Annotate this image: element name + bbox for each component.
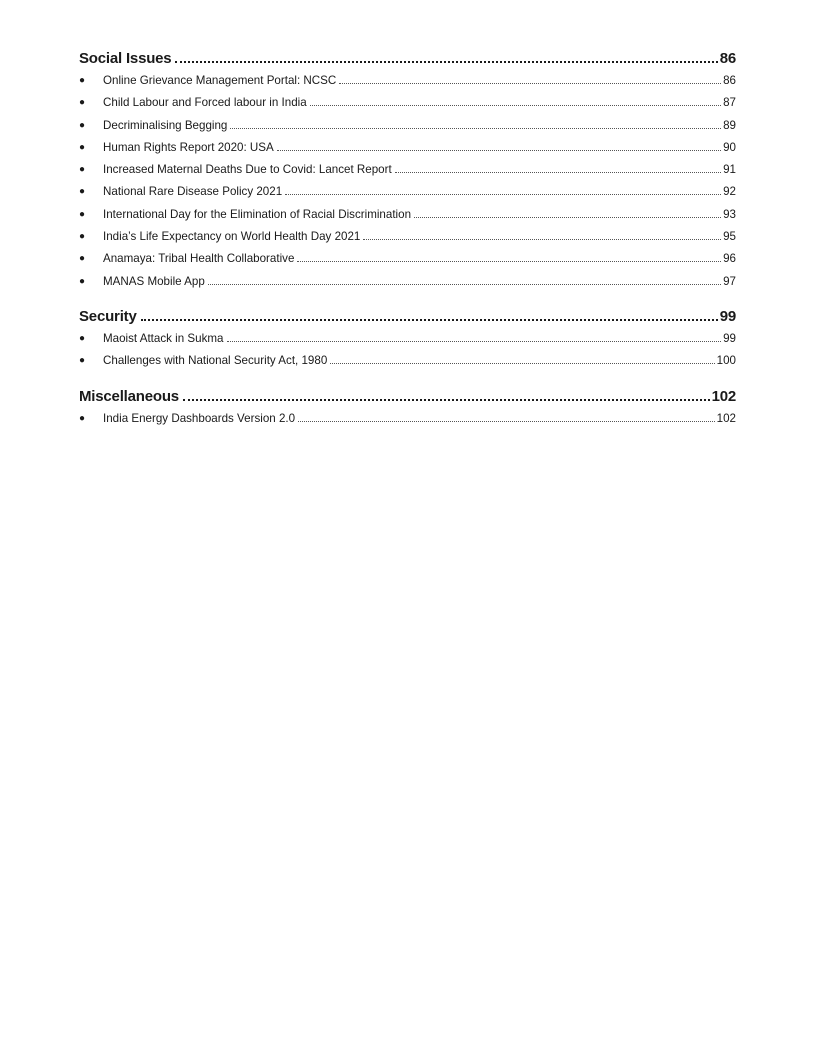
toc-entry-link[interactable] (79, 163, 736, 185)
section-title: Security (79, 307, 137, 325)
dot-leader (175, 61, 717, 63)
table-of-contents (79, 50, 736, 445)
toc-entry-link[interactable] (79, 119, 736, 141)
dot-leader (208, 284, 721, 285)
bullet-icon: ● (79, 275, 86, 287)
entry-page-number: 92 (723, 185, 736, 199)
toc-entry-link[interactable] (79, 185, 736, 207)
entry-title: National Rare Disease Policy 2021 (103, 185, 283, 199)
section-heading-link[interactable] (79, 388, 736, 412)
dot-leader (297, 261, 721, 262)
entry-page-number: 86 (723, 74, 736, 87)
entry-page-number: 96 (723, 252, 736, 266)
entry-page-number: 93 (723, 207, 736, 221)
section-title: Miscellaneous (79, 387, 179, 405)
bullet-icon: ● (79, 355, 86, 367)
section-page-number: 99 (719, 307, 736, 325)
entry-title: Increased Maternal Deaths Due to Covid: Lancet Report (103, 163, 392, 177)
entry-title: Maoist Attack in Sukma (103, 331, 224, 345)
toc-entry-link[interactable] (79, 141, 736, 163)
bullet-icon: ● (79, 164, 86, 176)
entry-page-number: 95 (723, 230, 736, 244)
entry-title: Online Grievance Management Portal: NCSC (103, 74, 337, 87)
bullet-icon: ● (79, 141, 86, 153)
bullet-icon: ● (79, 253, 86, 265)
toc-entry-link[interactable] (79, 412, 736, 434)
dot-leader (310, 105, 721, 106)
toc-section-social-issues (79, 50, 736, 297)
section-page-number: 102 (711, 387, 736, 405)
bullet-icon: ● (79, 75, 86, 86)
toc-entry-link[interactable] (79, 74, 736, 96)
dot-leader (330, 363, 714, 364)
dot-leader (183, 399, 710, 401)
entry-title: Challenges with National Security Act, 1980 (103, 354, 328, 368)
toc-entry-link[interactable] (79, 332, 736, 354)
toc-entry-link[interactable] (79, 275, 736, 297)
entry-page-number: 91 (723, 163, 736, 177)
toc-section-security (79, 308, 736, 377)
dot-leader (298, 421, 715, 422)
entry-page-number: 99 (723, 331, 736, 345)
entry-title: India’s Life Expectancy on World Health Day 2021 (103, 230, 361, 244)
dot-leader (339, 83, 721, 84)
dot-leader (227, 341, 722, 342)
dot-leader (395, 172, 721, 173)
bullet-icon: ● (79, 119, 86, 131)
bullet-icon: ● (79, 97, 86, 109)
dot-leader (141, 319, 718, 321)
entry-page-number: 100 (716, 354, 736, 368)
bullet-icon: ● (79, 231, 86, 243)
dot-leader (363, 239, 721, 240)
entry-title: MANAS Mobile App (103, 274, 205, 288)
entry-title: Anamaya: Tribal Health Collaborative (103, 252, 295, 266)
toc-entry-link[interactable] (79, 96, 736, 118)
entry-page-number: 89 (723, 118, 736, 132)
entry-title: Child Labour and Forced labour in India (103, 96, 307, 110)
entry-page-number: 97 (723, 274, 736, 288)
entry-page-number: 90 (723, 140, 736, 154)
bullet-icon: ● (79, 412, 86, 424)
bullet-icon: ● (79, 186, 86, 198)
toc-entry-link[interactable] (79, 208, 736, 230)
dot-leader (277, 150, 721, 151)
dot-leader (230, 128, 721, 129)
section-title: Social Issues (79, 50, 172, 67)
toc-entry-link[interactable] (79, 252, 736, 274)
section-heading-link[interactable] (79, 308, 736, 332)
entry-page-number: 87 (723, 96, 736, 110)
bullet-icon: ● (79, 208, 86, 220)
dot-leader (414, 217, 721, 218)
dot-leader (285, 194, 721, 195)
entry-title: Human Rights Report 2020: USA (103, 140, 274, 154)
section-page-number: 86 (719, 50, 736, 67)
entry-page-number: 102 (716, 411, 736, 425)
section-heading-link[interactable] (79, 50, 736, 74)
toc-section-miscellaneous (79, 388, 736, 434)
toc-entry-link[interactable] (79, 354, 736, 376)
toc-entry-link[interactable] (79, 230, 736, 252)
entry-title: International Day for the Elimination of Racial Discrimination (103, 207, 412, 221)
entry-title: Decriminalising Begging (103, 118, 228, 132)
entry-title: India Energy Dashboards Version 2.0 (103, 411, 296, 425)
bullet-icon: ● (79, 332, 86, 344)
